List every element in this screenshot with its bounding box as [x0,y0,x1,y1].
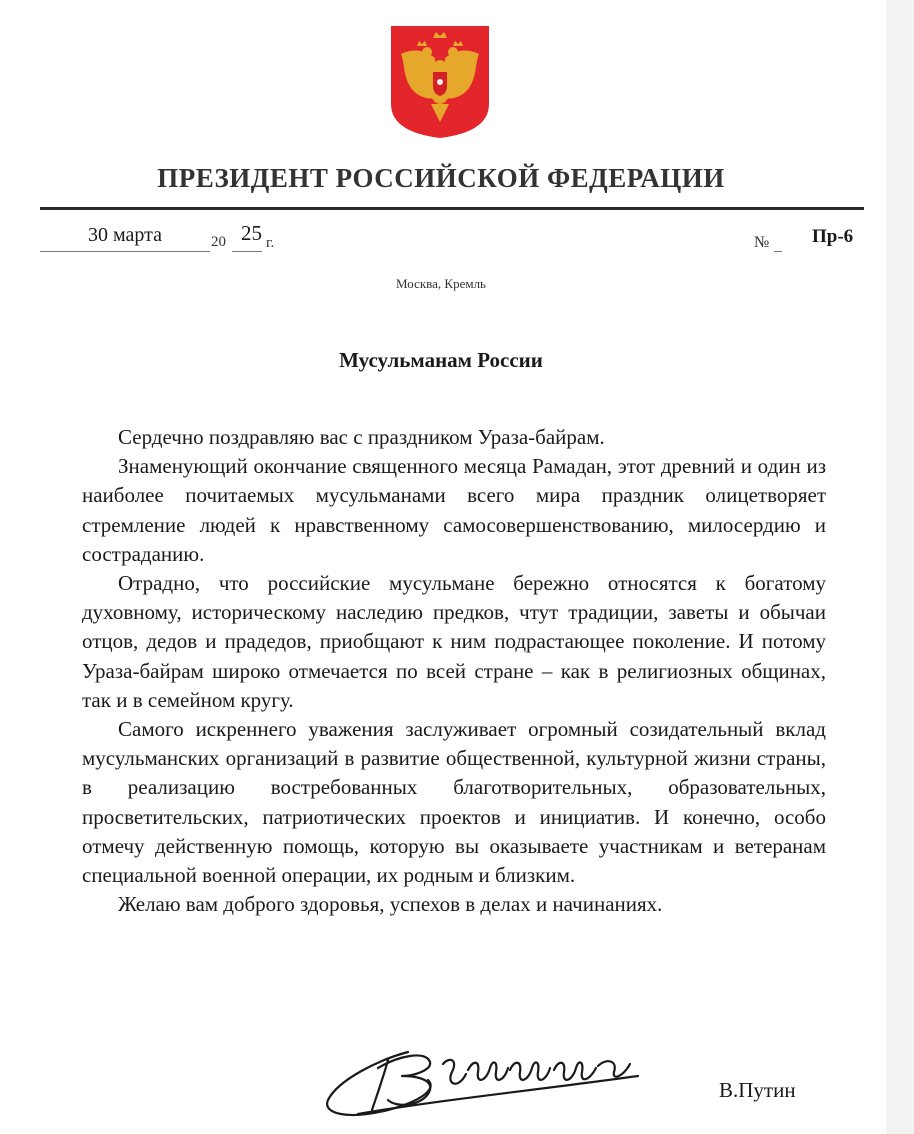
date-day-month: 30 марта [88,224,162,246]
addressee-heading: Мусульманам России [339,348,543,372]
letter-body [82,423,826,919]
paragraph: Сердечно поздравляю вас с праздником Ураза-байрам. [118,425,605,449]
number-underline [774,251,782,252]
signature-icon [318,1030,648,1125]
signer-name: В.Путин [719,1078,796,1102]
year-mark: г. [266,235,275,251]
year-underline [232,251,262,252]
paragraph: Отрадно, что российские мусульмане бережно относятся к богатому духовному, историческому наследию предков, чтут традиции, заветы и обычаи отцов, дедов и прадедов, приобщают к ним подрастающее поколение. И потому Ураза-байрам широко отмечается по всей стране – как в религиозных общинах, так и в семейном кругу. [82,571,826,712]
place-of-issue: Москва, Кремль [396,276,486,291]
paragraph: Желаю вам доброго здоровья, успехов в делах и начинаниях. [118,892,663,917]
date-underline [40,251,210,252]
coat-of-arms-icon [389,24,491,140]
paragraph: Знаменующий окончание священного месяца Рамадан, этот древний и один из наиболее почитаемых мусульманами всего мира праздник олицетворяет стремление людей к нравственному самосовершенствованию, милосердию и состраданию. [82,454,826,566]
number-label: № [754,234,770,251]
header-divider [40,207,864,210]
year-prefix: 20 [211,234,226,250]
document-number: Пр-6 [812,226,854,247]
paragraph: Самого искреннего уважения заслуживает огромный созидательный вклад мусульманских организаций в развитие общественной, культурной жизни страны, в реализацию востребованных благотворительных, образовательных, просветительских, патриотических проектов и инициатив. И конечно, особо отмечу действенную помощь, которую вы оказываете участникам и ветеранам специальной военной операции, их родным и близким. [82,717,826,888]
page-margin-strip [886,0,914,1134]
document-header-title: ПРЕЗИДЕНТ РОССИЙСКОЙ ФЕДЕРАЦИИ [157,163,725,193]
year-suffix: 25 [241,221,262,245]
